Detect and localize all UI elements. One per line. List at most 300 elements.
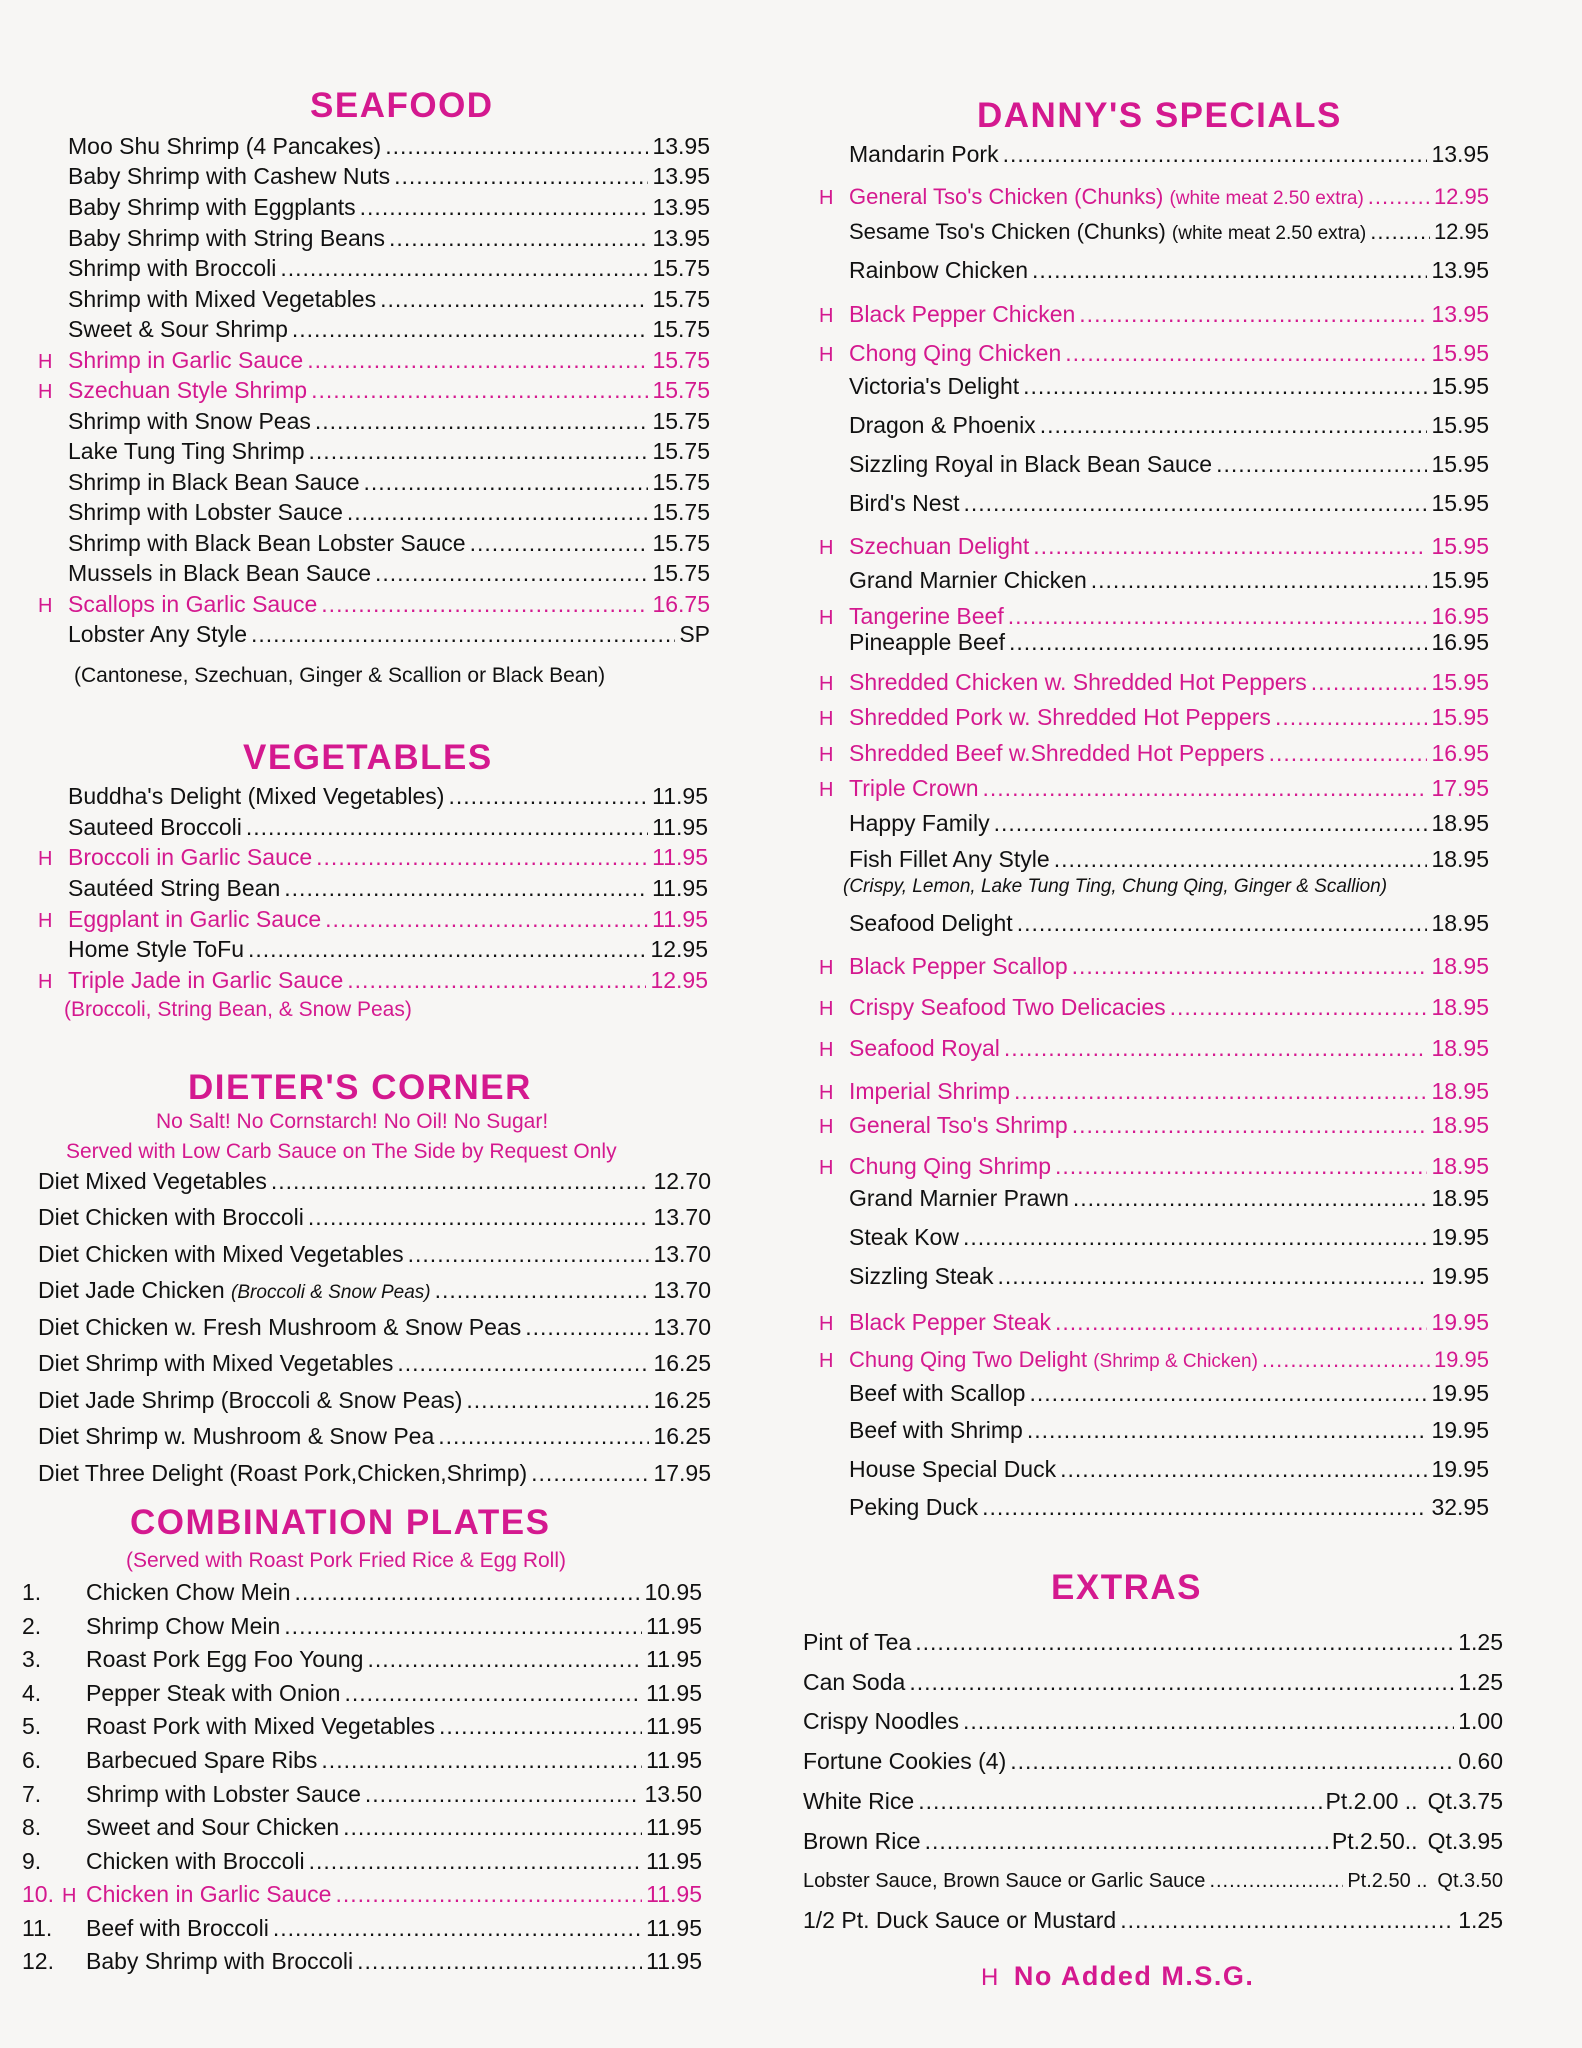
hot-mark-icon: H <box>819 1157 834 1179</box>
item-name-text: General Tso's Shrimp <box>849 1112 1068 1138</box>
item-price: 15.75 <box>652 469 710 495</box>
item-name <box>86 1813 339 1841</box>
menu-item-row <box>819 628 1489 656</box>
item-name-text: Pineapple Beef <box>849 629 1006 655</box>
item-name <box>849 218 1366 248</box>
extras-item-row <box>803 1628 1503 1656</box>
item-price: 15.95 <box>1431 704 1489 730</box>
hot-mark-icon: H <box>38 595 53 617</box>
dot-leader <box>1029 1379 1427 1407</box>
dot-leader <box>385 132 648 160</box>
menu-item-row <box>819 1152 1489 1182</box>
item-price: 18.95 <box>1431 810 1489 836</box>
dot-leader <box>1370 218 1430 246</box>
item-name-text: Shredded Chicken w. Shredded Hot Peppers <box>849 669 1307 695</box>
item-name <box>86 1679 340 1707</box>
item-name <box>38 1386 462 1414</box>
dot-leader <box>1027 1416 1428 1444</box>
menu-item-row <box>38 376 710 406</box>
item-name <box>86 1780 361 1808</box>
item-name <box>849 1034 1000 1062</box>
dot-leader <box>364 468 649 496</box>
item-name <box>68 437 305 465</box>
item-price: 18.95 <box>1431 1112 1489 1138</box>
menu-item-row <box>22 1645 702 1673</box>
item-name <box>68 905 321 933</box>
menu-item-row <box>38 407 710 435</box>
menu-item-row <box>38 905 708 935</box>
item-price: 13.50 <box>644 1781 702 1807</box>
item-name-text: Bird's Nest <box>849 490 960 516</box>
item-price: 11.95 <box>646 1814 702 1840</box>
item-price: 18.95 <box>1431 1153 1489 1179</box>
dot-leader <box>925 1827 1328 1855</box>
item-name <box>86 1847 305 1875</box>
dot-leader <box>284 1612 642 1640</box>
item-name-text: Eggplant in Garlic Sauce <box>68 906 322 932</box>
item-name-text: Fish Fillet Any Style <box>849 846 1050 872</box>
item-price: 15.95 <box>1431 490 1489 516</box>
item-name-text: Shrimp in Garlic Sauce <box>68 347 304 373</box>
menu-item-row <box>22 1612 702 1640</box>
item-name <box>68 498 343 526</box>
item-price: 11.95 <box>646 1747 702 1773</box>
item-name-text: Chicken in Garlic Sauce <box>86 1881 332 1907</box>
item-name-text: Baby Shrimp with String Beans <box>68 225 386 251</box>
item-name <box>849 952 1068 980</box>
item-price: 11.95 <box>652 783 708 809</box>
item-name-text: Sauteed Broccoli <box>68 814 242 840</box>
menu-item-row <box>819 1262 1489 1290</box>
dot-leader <box>1120 1906 1454 1934</box>
item-price: Pt.2.50 .. <box>1347 1870 1428 1892</box>
combination-title: COMBINATION PLATES <box>130 1503 551 1542</box>
dot-leader <box>1060 1455 1427 1483</box>
menu-item-row <box>38 813 708 841</box>
item-price: 15.95 <box>1431 340 1489 366</box>
hot-mark-icon: H <box>819 1313 834 1335</box>
item-price: 19.95 <box>1431 1224 1489 1250</box>
item-price: 15.95 <box>1431 373 1489 399</box>
item-name <box>68 254 276 282</box>
item-name-text: Roast Pork with Mixed Vegetables <box>86 1713 436 1739</box>
item-price: 0.60 <box>1458 1748 1503 1774</box>
item-price: 17.95 <box>1431 775 1489 801</box>
item-name <box>849 1152 1051 1180</box>
item-name-text: Chicken Chow Mein <box>86 1579 291 1605</box>
item-name-text: Chong Qing Chicken <box>849 340 1062 366</box>
hot-mark-icon: H <box>38 381 53 403</box>
item-name <box>849 1416 1023 1444</box>
item-name-text: Beef with Broccoli <box>86 1915 269 1941</box>
item-name-text: Szechuan Style Shrimp <box>68 377 308 403</box>
item-name-text: Brown Rice <box>803 1828 921 1854</box>
item-price: 11.95 <box>652 844 708 870</box>
item-name <box>803 1668 905 1696</box>
item-price: 13.95 <box>1431 141 1489 167</box>
item-name-text: 1/2 Pt. Duck Sauce or Mustard <box>803 1907 1117 1933</box>
item-price: 15.95 <box>1431 669 1489 695</box>
item-price: 12.70 <box>653 1168 711 1194</box>
item-name <box>849 1379 1025 1407</box>
item-price: 13.95 <box>652 133 710 159</box>
item-name-text: Diet Three Delight (Roast Pork,Chicken,Shrimp) <box>38 1460 528 1486</box>
item-name <box>849 372 1019 400</box>
item-name-text: Peking Duck <box>849 1494 979 1520</box>
menu-item-row <box>819 952 1489 982</box>
menu-item-row <box>22 1746 702 1774</box>
item-price: 12.95 <box>1433 184 1489 209</box>
menu-item-row <box>38 1349 711 1377</box>
menu-item-row <box>38 590 710 620</box>
item-name <box>849 489 959 517</box>
menu-item-row <box>38 346 710 376</box>
item-price-quart: Qt.3.50 <box>1437 1870 1503 1892</box>
item-note: (Shrimp & Chicken) <box>1093 1351 1258 1372</box>
hot-mark-icon: H <box>819 1350 834 1372</box>
item-name <box>849 300 1075 328</box>
dot-leader <box>347 498 649 526</box>
item-name <box>38 1422 434 1450</box>
seafood-title: SEAFOOD <box>310 86 494 125</box>
item-name <box>68 285 376 313</box>
item-price: 15.75 <box>652 438 710 464</box>
dot-leader <box>470 529 649 557</box>
dot-leader <box>1269 739 1428 767</box>
item-number: 11. <box>22 1915 53 1941</box>
item-name-text: Baby Shrimp with Broccoli <box>86 1948 354 1974</box>
item-price: 11.95 <box>646 1881 702 1907</box>
menu-item-row <box>819 489 1489 517</box>
dot-leader <box>380 285 648 313</box>
dot-leader <box>909 1668 1454 1696</box>
dot-leader <box>1311 668 1428 696</box>
item-number: 12. <box>22 1948 54 1974</box>
dot-leader <box>273 1914 642 1942</box>
item-name <box>803 1628 911 1656</box>
item-name-text: Seafood Delight <box>849 910 1013 936</box>
item-price: 13.95 <box>652 163 710 189</box>
dot-leader <box>1368 183 1430 211</box>
item-name-text: Shrimp with Snow Peas <box>68 408 311 434</box>
menu-item-row <box>38 529 710 557</box>
dot-leader <box>316 843 648 871</box>
dot-leader <box>344 1679 642 1707</box>
item-name-text: Sizzling Steak <box>849 1263 994 1289</box>
dot-leader <box>1003 140 1428 168</box>
item-price: 1.25 <box>1458 1629 1503 1655</box>
dot-leader <box>1072 1111 1428 1139</box>
item-price: 13.70 <box>653 1204 711 1230</box>
item-price: 13.70 <box>653 1314 711 1340</box>
extras-item-row <box>803 1827 1503 1855</box>
item-name <box>849 1346 1258 1376</box>
menu-item-row <box>38 1203 711 1231</box>
item-price: 16.95 <box>1431 740 1489 766</box>
hot-mark-icon: H <box>819 998 834 1020</box>
item-price: 15.75 <box>652 408 710 434</box>
item-name-text: Diet Chicken with Broccoli <box>38 1204 304 1230</box>
item-name-text: Roast Pork Egg Foo Young <box>86 1646 364 1672</box>
menu-item-row <box>38 620 710 648</box>
dot-leader <box>1009 628 1427 656</box>
item-name <box>38 1203 304 1231</box>
item-name-text: Shrimp Chow Mein <box>86 1613 281 1639</box>
menu-item-row <box>38 966 708 996</box>
item-name <box>849 532 1029 560</box>
item-name <box>68 193 356 221</box>
item-name <box>86 1645 363 1673</box>
item-name <box>803 1827 921 1855</box>
item-price: 15.95 <box>1431 412 1489 438</box>
item-price: 11.95 <box>646 1713 702 1739</box>
menu-item-row <box>819 809 1489 837</box>
item-name-text: Baby Shrimp with Eggplants <box>68 194 356 220</box>
item-name <box>849 1223 959 1251</box>
item-name <box>849 566 1087 594</box>
item-price: 18.95 <box>1431 1035 1489 1061</box>
item-name-text: Lobster Sauce, Brown Sauce or Garlic Sauce <box>803 1870 1206 1892</box>
dot-leader <box>1055 1308 1427 1336</box>
dot-leader <box>248 935 646 963</box>
item-number: 8. <box>22 1814 42 1840</box>
item-name <box>68 376 307 404</box>
item-name-text: Shrimp with Lobster Sauce <box>68 499 343 525</box>
item-name <box>68 843 312 871</box>
item-name-text: Mussels in Black Bean Sauce <box>68 560 371 586</box>
item-price: 18.95 <box>1431 1078 1489 1104</box>
item-name-text: Mandarin Pork <box>849 141 999 167</box>
item-name <box>68 162 390 190</box>
item-price: 15.75 <box>652 377 710 403</box>
menu-item-row <box>819 1223 1489 1251</box>
menu-item-row <box>819 566 1489 594</box>
dot-leader <box>251 620 675 648</box>
item-note: (white meat 2.50 extra) <box>1169 188 1364 209</box>
menu-item-row <box>819 703 1489 733</box>
menu-item-row <box>38 874 708 902</box>
no-msg-text: No Added M.S.G. <box>1013 1961 1255 1991</box>
item-name-text: Sizzling Royal in Black Bean Sauce <box>849 451 1213 477</box>
item-name <box>68 813 242 841</box>
item-number: 6. <box>22 1747 42 1773</box>
item-price: 18.95 <box>1431 846 1489 872</box>
menu-item-row <box>38 782 708 810</box>
menu-item-row <box>38 162 710 190</box>
item-name-text: Diet Jade Chicken <box>38 1277 232 1303</box>
item-price: 17.95 <box>653 1460 711 1486</box>
dot-leader <box>983 774 1428 802</box>
menu-item-row <box>38 224 710 252</box>
item-name <box>849 1308 1051 1336</box>
item-price: 19.95 <box>1433 1347 1489 1372</box>
item-name-text: Shrimp with Mixed Vegetables <box>68 286 377 312</box>
item-number: 5. <box>22 1713 42 1739</box>
menu-item-row <box>819 1034 1489 1064</box>
item-name <box>68 620 247 648</box>
dot-leader <box>439 1712 642 1740</box>
item-name-text: Shrimp with Lobster Sauce <box>86 1781 361 1807</box>
item-name <box>849 1455 1056 1483</box>
menu-item-row <box>22 1712 702 1740</box>
menu-item-row <box>819 845 1489 873</box>
item-note: (white meat 2.50 extra) <box>1171 223 1367 244</box>
menu-item-row <box>38 935 708 963</box>
item-name-text: Triple Crown <box>849 775 979 801</box>
menu-item-row <box>38 498 710 526</box>
item-price: 1.25 <box>1458 1669 1503 1695</box>
item-price: 18.95 <box>1431 910 1489 936</box>
item-price: 1.25 <box>1458 1907 1503 1933</box>
item-price: 15.95 <box>1431 533 1489 559</box>
item-name <box>849 339 1061 367</box>
extras-item-row <box>803 1906 1503 1934</box>
menu-item-row <box>38 285 710 313</box>
item-name <box>68 590 317 618</box>
dot-leader <box>448 782 648 810</box>
item-name <box>38 1459 527 1487</box>
item-name <box>849 845 1050 873</box>
menu-item-row <box>819 300 1489 330</box>
hot-mark-icon: H <box>819 1116 834 1138</box>
dot-leader <box>389 224 648 252</box>
menu-item-row <box>38 437 710 465</box>
item-name-text: Beef with Scallop <box>849 1380 1026 1406</box>
dot-leader <box>1008 602 1428 630</box>
item-name <box>86 1880 331 1908</box>
item-name-text: Sweet & Sour Shrimp <box>68 316 288 342</box>
item-name <box>803 1787 914 1815</box>
item-name <box>68 966 343 994</box>
item-price: 19.95 <box>1431 1263 1489 1289</box>
item-name <box>849 993 1166 1021</box>
menu-item-row <box>22 1813 702 1841</box>
item-name-text: Crispy Noodles <box>803 1708 959 1734</box>
item-name-text: Triple Jade in Garlic Sauce <box>68 967 344 993</box>
item-price: 19.95 <box>1431 1456 1489 1482</box>
menu-item-row <box>22 1780 702 1808</box>
dot-leader <box>360 193 649 221</box>
dot-leader <box>466 1386 649 1414</box>
dieters-subtitle-1: No Salt! No Cornstarch! No Oil! No Sugar! <box>156 1110 549 1133</box>
item-name <box>86 1578 291 1606</box>
dot-leader <box>343 1813 642 1841</box>
dot-leader <box>311 376 648 404</box>
hot-mark-icon: H <box>38 910 53 932</box>
item-name <box>38 1276 431 1307</box>
item-price-quart: Qt.3.95 <box>1427 1828 1503 1854</box>
item-name-text: White Rice <box>803 1788 915 1814</box>
menu-item-row <box>819 1346 1489 1376</box>
menu-item-row <box>22 1578 702 1606</box>
menu-item-row <box>22 1679 702 1707</box>
item-name-text: Shredded Pork w. Shredded Hot Peppers <box>849 704 1271 730</box>
item-number: 3. <box>22 1646 42 1672</box>
item-name-text: Rainbow Chicken <box>849 257 1028 283</box>
menu-item-row <box>38 1276 711 1307</box>
item-name-text: Sautéed String Bean <box>68 875 281 901</box>
menu-item-row <box>819 909 1489 937</box>
item-price: 11.95 <box>646 1646 702 1672</box>
item-name <box>86 1947 353 1975</box>
item-name <box>849 140 999 168</box>
item-name <box>68 559 371 587</box>
dot-leader <box>1091 566 1428 594</box>
menu-item-row <box>819 1416 1489 1444</box>
item-name <box>68 935 244 963</box>
item-price: 15.75 <box>652 560 710 586</box>
dot-leader <box>309 437 649 465</box>
item-price: Pt.2.00 .. <box>1325 1788 1418 1814</box>
hot-mark-icon: H <box>38 971 53 993</box>
dot-leader <box>309 1847 643 1875</box>
hot-mark-icon: H <box>819 957 834 979</box>
menu-item-row <box>819 183 1489 213</box>
menu-item-row <box>819 218 1489 248</box>
item-price: 13.95 <box>1431 301 1489 327</box>
item-name-text: Grand Marnier Prawn <box>849 1185 1069 1211</box>
vegetables-note: (Broccoli, String Bean, & Snow Peas) <box>64 998 412 1021</box>
item-price: 15.75 <box>652 286 710 312</box>
item-name-text: Baby Shrimp with Cashew Nuts <box>68 163 391 189</box>
item-name <box>849 183 1364 213</box>
menu-item-row <box>819 450 1489 478</box>
menu-item-row <box>38 1167 711 1195</box>
hot-mark-icon: H <box>38 351 53 373</box>
item-name-text: Chung Qing Shrimp <box>849 1153 1051 1179</box>
item-name-text: Diet Chicken with Mixed Vegetables <box>38 1241 404 1267</box>
item-name-text: Grand Marnier Chicken <box>849 567 1087 593</box>
dot-leader <box>1010 1747 1454 1775</box>
hot-mark-icon: H <box>819 673 834 695</box>
dot-leader <box>321 590 648 618</box>
item-price: 11.95 <box>646 1613 702 1639</box>
menu-item-row <box>38 1459 711 1487</box>
item-price: 1.00 <box>1458 1708 1503 1734</box>
dot-leader <box>1072 952 1428 980</box>
item-name-text: Shrimp with Black Bean Lobster Sauce <box>68 530 466 556</box>
dot-leader <box>280 254 648 282</box>
item-price: 15.75 <box>652 499 710 525</box>
seafood-note: (Cantonese, Szechuan, Ginger & Scallion or Black Bean) <box>74 664 606 687</box>
menu-item-row <box>819 372 1489 400</box>
item-name <box>68 224 385 252</box>
item-price: 19.95 <box>1431 1380 1489 1406</box>
menu-item-row <box>819 1379 1489 1407</box>
extras-item-row <box>803 1707 1503 1735</box>
item-price: 16.25 <box>653 1387 711 1413</box>
dot-leader <box>1054 845 1428 873</box>
item-name <box>68 132 381 160</box>
menu-item-row <box>819 1308 1489 1338</box>
item-name <box>68 468 360 496</box>
item-name <box>849 909 1013 937</box>
item-name <box>849 628 1005 656</box>
item-name <box>849 1493 978 1521</box>
dot-leader <box>315 407 649 435</box>
item-name-text: Seafood Royal <box>849 1035 1000 1061</box>
item-name <box>849 1077 1010 1105</box>
item-name <box>68 529 466 557</box>
dot-leader <box>1073 1184 1428 1212</box>
menu-item-row <box>819 739 1489 769</box>
item-name-text: Sweet and Sour Chicken <box>86 1814 340 1840</box>
dot-leader <box>1017 909 1428 937</box>
item-price: 13.95 <box>652 194 710 220</box>
hot-mark-icon: H <box>819 1082 834 1104</box>
hot-mark-icon: H <box>981 1964 1000 1991</box>
dot-leader <box>394 162 648 190</box>
